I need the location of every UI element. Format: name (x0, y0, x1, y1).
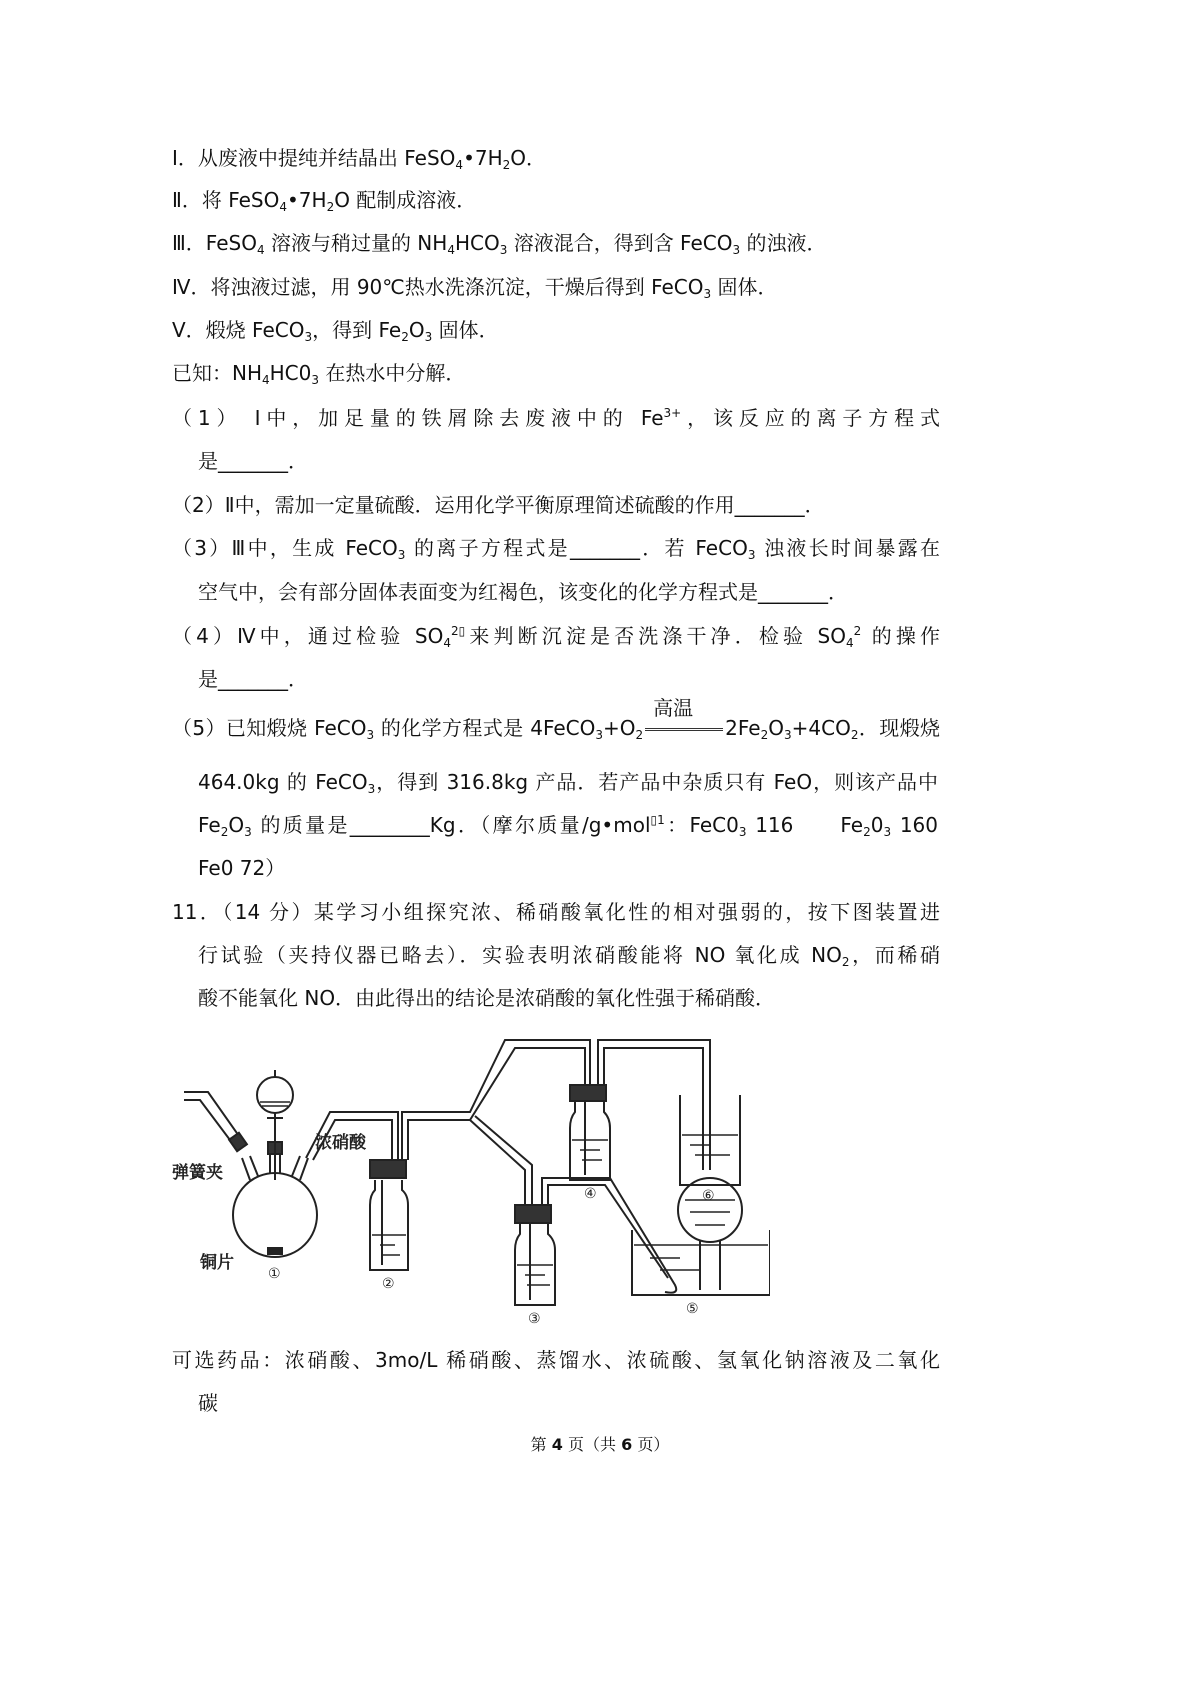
subscript: 2 (220, 825, 229, 839)
subscript: 2 (760, 728, 769, 742)
text-run: 160 (891, 813, 938, 837)
text-run: Ⅰ．从废液中提纯并结晶出 FeSO (172, 146, 456, 170)
text-line (198, 768, 938, 796)
subscript: 2 (326, 200, 335, 214)
text-line (198, 447, 308, 475)
text-run: HCO (454, 231, 500, 255)
subscript: 3 (244, 825, 252, 839)
trough-5 (632, 1178, 770, 1295)
subscript: 4 (279, 200, 287, 214)
label-copper: 铜片 (200, 1253, 234, 1273)
text-run: 2Fe (725, 716, 761, 740)
subscript: 3 (732, 243, 741, 257)
reaction-condition (645, 695, 723, 740)
text-run: ．现煅烧 (858, 716, 940, 740)
text-run: Ⅱ．将 FeSO (172, 188, 280, 212)
text-line (172, 359, 465, 387)
text-line (198, 941, 940, 969)
text-run: ，而稀硝 (849, 943, 940, 967)
subscript: 3 (311, 373, 320, 387)
text-run: ，该反应的离子方程式 (681, 406, 940, 430)
text-line (198, 665, 308, 693)
text-run: 464.0kg 的 FeCO (198, 770, 368, 794)
separatory-funnel (257, 1070, 293, 1180)
text-run: 的离子方程式是_______．若 FeCO (405, 536, 748, 560)
page-number: 4 (551, 1435, 563, 1454)
text-run: 酸不能氧化 NO．由此得出的结论是浓硝酸的氧化性强于稀硝酸． (198, 986, 776, 1010)
subscript: 3 (397, 548, 406, 562)
wash-bottle-2 (370, 1160, 408, 1270)
subscript: 3 (784, 728, 792, 742)
subscript: 4 (455, 158, 464, 172)
label-5: ⑤ (686, 1301, 699, 1317)
text-run: 来判断沉淀是否洗涤干净．检验 SO (465, 624, 846, 648)
text-run: •7H (287, 188, 327, 212)
text-run: 可选药品：浓硝酸、3mo/L 稀硝酸、蒸馏水、浓硫酸、氢氧化钠溶液及二氧化 (172, 1348, 940, 1372)
subscript: 3 (738, 825, 747, 839)
subscript: 3 (747, 548, 756, 562)
text-run: 是_______． (198, 667, 308, 691)
text-run: Ⅳ．将浊液过滤，用 90℃热水洗涤沉淀，干燥后得到 FeCO (172, 275, 704, 299)
subscript: 3 (703, 287, 712, 301)
wash-bottle-4 (570, 1085, 610, 1180)
text-run: Fe0 72） (198, 856, 286, 880)
subscript: 2 (502, 158, 511, 172)
subscript: 3 (595, 728, 604, 742)
text-line (172, 144, 546, 172)
text-run: 碳 (198, 1391, 218, 1415)
tube-y-upper (402, 1040, 590, 1160)
label-3: ③ (528, 1311, 541, 1327)
text-line (198, 811, 938, 839)
wash-bottle-3 (515, 1205, 555, 1305)
text-run: 固体． (432, 318, 499, 342)
text-line (172, 491, 825, 519)
text-line (172, 1346, 940, 1374)
text-run: Fe (198, 813, 221, 837)
text-run: 的操作 (861, 624, 941, 648)
tube-4-6 (598, 1040, 710, 1170)
subscript: 3 (304, 330, 313, 344)
label-2: ② (382, 1276, 395, 1292)
text-run: O (768, 716, 784, 740)
text-run: （3）Ⅲ中，生成 FeCO (172, 536, 398, 560)
text-run: Ⅲ．FeSO (172, 231, 257, 255)
text-line (172, 898, 940, 926)
text-run: 已知：NH (172, 361, 262, 385)
subscript: 4 (846, 636, 854, 650)
page-footer (0, 1432, 1200, 1455)
superscript: ▯1 (650, 813, 665, 827)
text-line (198, 578, 848, 606)
text-run: 116 Fe (746, 813, 864, 837)
page-total: 6 (621, 1435, 633, 1454)
text-run: 溶液与稍过量的 NH (264, 231, 448, 255)
text-run: •7H (463, 146, 503, 170)
text-run: ，得到 Fe (312, 318, 402, 342)
text-line (172, 273, 778, 301)
subscript: 4 (256, 243, 265, 257)
text-run: V．煅烧 FeCO (172, 318, 305, 342)
text-run: 的浊液． (740, 231, 827, 255)
text-line (172, 186, 476, 214)
apparatus-diagram (170, 1030, 770, 1330)
text-run: 溶液混合，得到含 FeCO (507, 231, 733, 255)
text-run: 的化学方程式是 4FeCO (374, 716, 596, 740)
text-run: ，得到 316.8kg 产品．若产品中杂质只有 FeO，则该产品中 (375, 770, 939, 794)
text-run: O． (510, 146, 547, 170)
text-run: （5）已知煅烧 FeCO (172, 716, 367, 740)
label-4: ④ (584, 1186, 597, 1202)
subscript: 2 (850, 728, 859, 742)
text-run: （1） Ⅰ中，加足量的铁屑除去废液中的 Fe (172, 406, 664, 430)
subscript: 4 (443, 636, 451, 650)
subscript: 3 (883, 825, 892, 839)
subscript: 4 (262, 373, 270, 387)
text-line (198, 984, 775, 1012)
label-1: ① (268, 1266, 281, 1282)
text-run: O (408, 318, 425, 342)
text-run: +O (603, 716, 636, 740)
subscript: 3 (424, 330, 433, 344)
subscript: 2 (841, 955, 850, 969)
subscript: 4 (447, 243, 455, 257)
text-run: 固体． (711, 275, 778, 299)
superscript: 3+ (663, 406, 682, 420)
text-run: O 配制成溶液． (334, 188, 477, 212)
text-line (172, 404, 940, 432)
text-line (198, 1389, 218, 1417)
superscript: 2 (853, 624, 862, 638)
text-line (172, 695, 940, 742)
text-run: （2）Ⅱ中，需加一定量硫酸．运用化学平衡原理简述硫酸的作用_______． (172, 493, 825, 517)
subscript: 3 (366, 728, 375, 742)
text-line (172, 316, 499, 344)
subscript: 3 (367, 782, 376, 796)
text-run: 行试验（夹持仪器已略去）．实验表明浓硝酸能将 NO 氧化成 NO (198, 943, 842, 967)
footer-text: 第 (530, 1435, 552, 1454)
text-run: 在热水中分解． (319, 361, 466, 385)
footer-text: 页） (632, 1435, 670, 1454)
subscript: 3 (499, 243, 508, 257)
text-run: （4）Ⅳ中，通过检验 SO (172, 624, 444, 648)
equals-bar (645, 728, 723, 731)
text-run: 11．（14 分）某学习小组探究浓、稀硝酸氧化性的相对强弱的，按下图装置进 (172, 900, 940, 924)
subscript: 2 (635, 728, 644, 742)
text-line (172, 622, 940, 650)
text-run: 的质量是________Kg．（摩尔质量/g•mol (251, 813, 651, 837)
label-spring-clamp: 弹簧夹 (172, 1163, 223, 1183)
label-6: ⑥ (702, 1188, 715, 1204)
text-run: HC0 (269, 361, 312, 385)
text-run: O (228, 813, 245, 837)
text-run: ：FeC0 (664, 813, 739, 837)
text-run: 浊液长时间暴露在 (755, 536, 941, 560)
text-line (172, 229, 826, 257)
footer-text: 页（共 (562, 1435, 622, 1454)
tube-3-5 (542, 1178, 676, 1293)
text-run: 0 (870, 813, 884, 837)
text-line (172, 534, 940, 562)
condition-text: 高温 (653, 695, 694, 720)
subscript: 2 (401, 330, 409, 344)
text-run: 空气中，会有部分固体表面变为红褐色，该变化的化学方程式是_______． (198, 580, 848, 604)
text-run: +4CO (791, 716, 851, 740)
text-run: 是_______． (198, 449, 308, 473)
superscript: 2▯ (450, 624, 466, 638)
text-line (198, 854, 285, 882)
subscript: 2 (863, 825, 871, 839)
label-concentrated-nitric-acid: 浓硝酸 (315, 1133, 366, 1153)
tube-y-lower (470, 1116, 532, 1205)
